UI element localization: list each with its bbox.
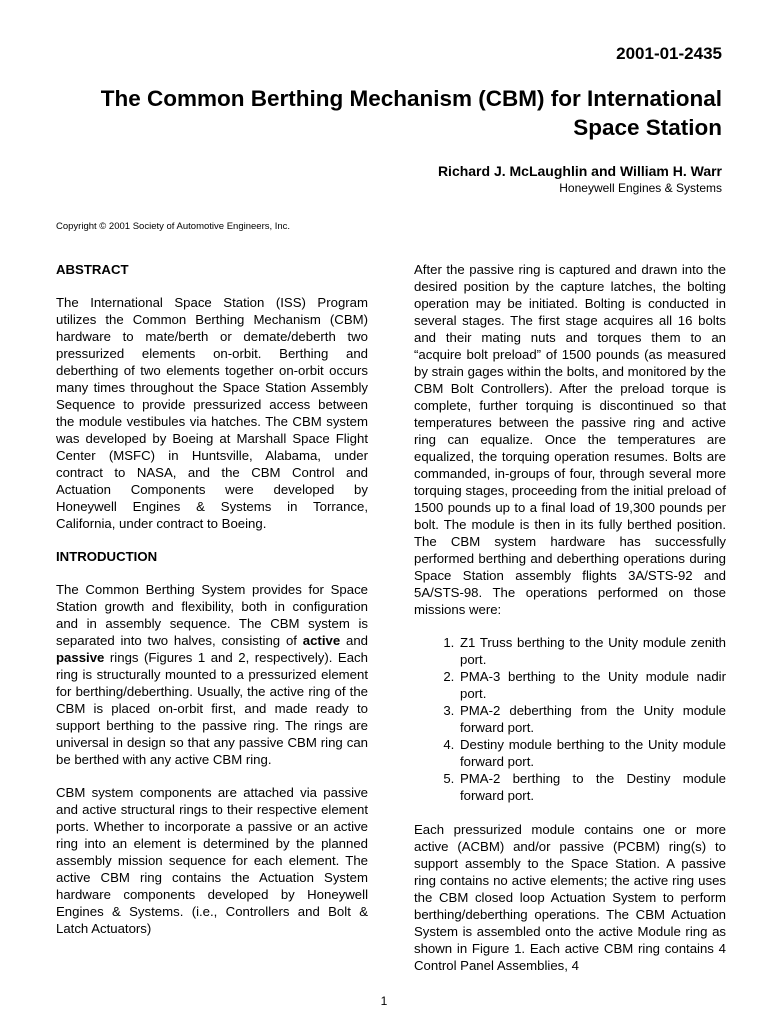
author-names: Richard J. McLaughlin and William H. Warr (437, 163, 722, 179)
paper-title: The Common Berthing Mechanism (CBM) for International Space Station (100, 86, 722, 140)
intro-text-b: rings (Figures 1 and 2, respectively). Each ring is structurally mounted to a pressurized element for berthing/deberthing. Usually, the active ring of the CBM is placed on-orbit first, and made ready to support berthing to the passive ring. The rings are universal in design so that any passive CBM ring can be berthed with any active CBM ring. (56, 650, 368, 767)
author-affiliation: Honeywell Engines & Systems (559, 181, 722, 195)
abstract-paragraph: The International Space Station (ISS) Program utilizes the Common Berthing Mechanism (CBM) hardware to mate/berth or demate/deberth two pressurized elements on-orbit. Berthing and deberthing of two elements together on-orbit occurs many times throughout the Space Station Assembly Sequence to provide pressurized access between the module vestibules via hatches. The CBM system was developed by Boeing at Marshall Space Flight Center (MSFC) in Huntsville, Alabama, under contract to NASA, and the CBM Control and Actuation Components were developed by Honeywell Engines & Systems in Torrance, California, under contract to Boeing. (56, 295, 368, 531)
right-column (414, 261, 726, 990)
intro-text-and: and (340, 633, 368, 648)
list-item: 5. PMA-2 berthing to the Destiny module forward port. (458, 770, 726, 804)
list-item: 2. PMA-3 berthing to the Unity module nadir port. (458, 668, 726, 702)
paper-number: 2001-01-2435 (616, 44, 722, 63)
left-column (56, 261, 368, 953)
module-paragraph: Each pressurized module contains one or more active (ACBM) and/or passive (PCBM) ring(s) to support assembly to the Space Station. A passive ring contains no active elements; the active ring uses the CBM closed loop Actuation System to perform berthing/deberthing operations. The CBM Actuation System is assembled onto the active Module ring as shown in Figure 1. Each active CBM ring contains 4 Control Panel Assemblies, 4 (414, 822, 726, 973)
missions-list (414, 634, 726, 804)
page-number: 1 (380, 994, 388, 1008)
list-item: 4. Destiny module berthing to the Unity module forward port. (458, 736, 726, 770)
list-item: 1. Z1 Truss berthing to the Unity module zenith port. (458, 634, 726, 668)
bolting-paragraph: After the passive ring is captured and drawn into the desired position by the capture latches, the bolting operation may be initiated. Bolting is conducted in several stages. The first stage acquires all 16 bolts and their mating nuts and torques them to an “acquire bolt preload” of 1500 pounds (as measured by strain gages within the bolts, and monitored by the CBM Bolt Controllers). After the preload torque is complete, further torquing is discontinued so that temperatures between the passive ring and active ring can equalize. Once the temperatures are equalized, the torquing operation resumes. Bolts are commanded, in-groups of four, through several more torquing stages, proceeding from the initial preload of 1500 pounds up to a final load of 19,300 pounds per bolt. The module is then in its fully berthed position. The CBM system hardware has successfully performed berthing and deberthing operations during Space Station assembly flights 3A/STS-92 and 5A/STS-98. The operations performed on those missions were: (414, 262, 726, 617)
active-term: active (302, 633, 341, 648)
introduction-paragraph-1 (56, 581, 368, 768)
list-item: 3. PMA-2 deberthing from the Unity module forward port. (458, 702, 726, 736)
introduction-paragraph-2: CBM system components are attached via passive and active structural rings to their respective element ports. Whether to incorporate a passive or an active ring into an element is determined by the planned assembly mission sequence for each element. The active CBM ring contains the Actuation System hardware components developed by Honeywell Engines & Systems. (i.e., Controllers and Bolt & Latch Actuators) (56, 785, 368, 936)
intro-text-a: The Common Berthing System provides for Space Station growth and flexibility, both in configuration and in assembly sequence. The CBM system is separated into two halves, consisting of (56, 582, 368, 648)
introduction-heading: INTRODUCTION (56, 549, 158, 564)
abstract-heading: ABSTRACT (56, 262, 129, 277)
passive-term: passive (56, 650, 105, 665)
copyright-notice: Copyright © 2001 Society of Automotive Engineers, Inc. (56, 221, 291, 232)
